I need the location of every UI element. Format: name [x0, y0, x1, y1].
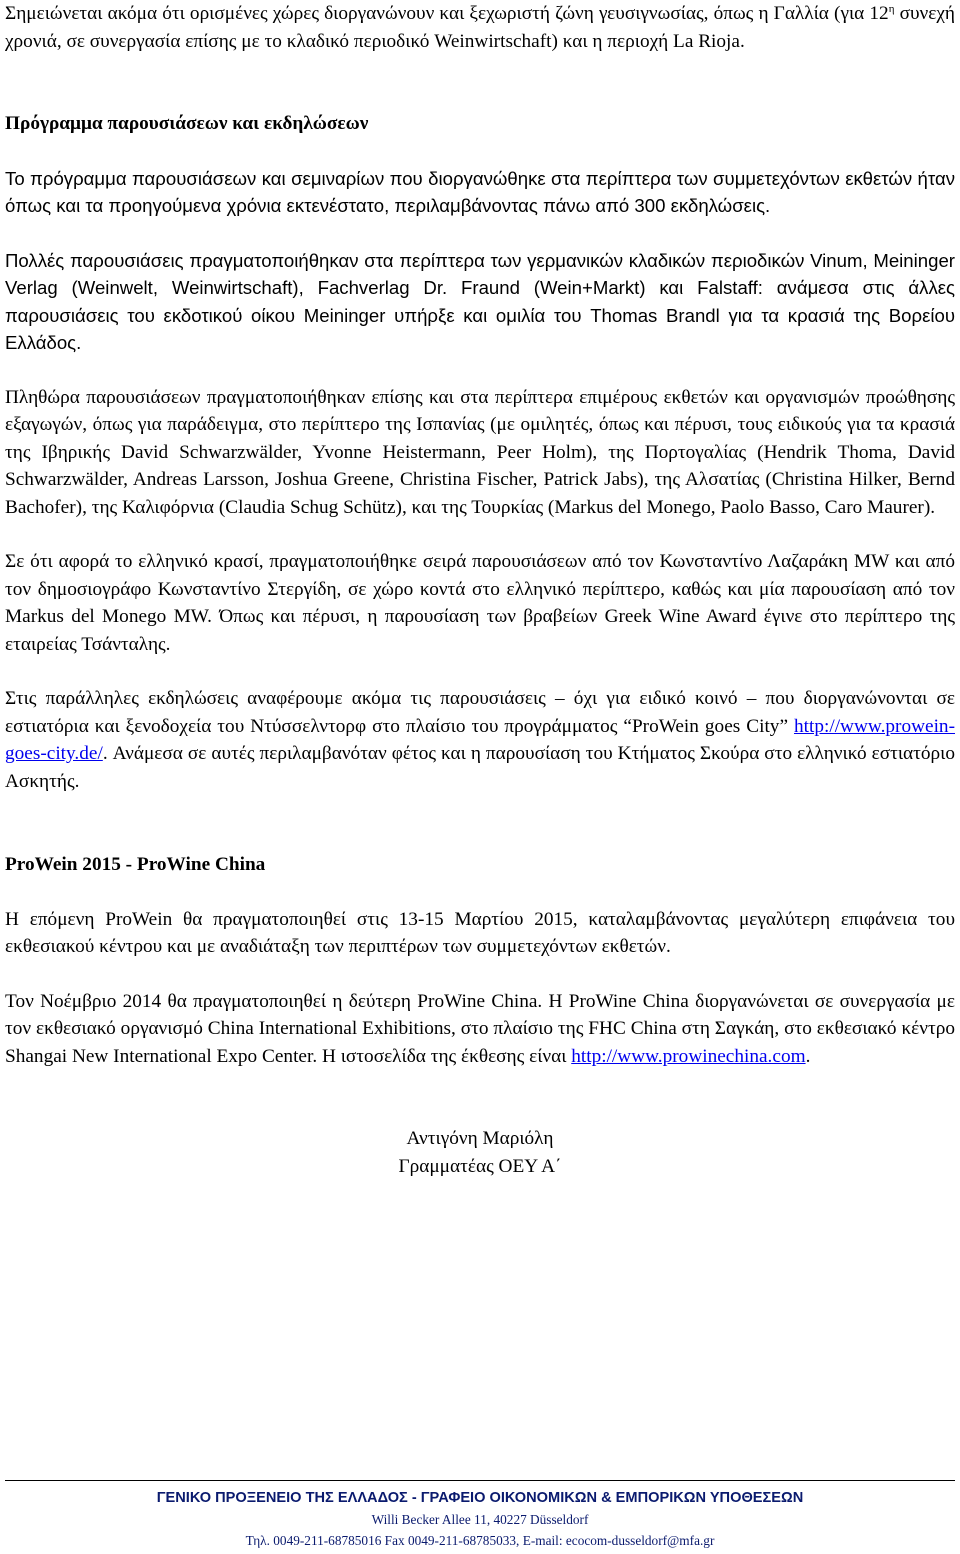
document-page: [5, 0, 955, 1180]
intro-paragraph: [5, 0, 955, 55]
events-paragraph-5-text: Στις παράλληλες εκδηλώσεις αναφέρουμε ακόμα τις παρουσιάσεις – όχι για ειδικό κοινό – που διοργανώνονται σε εστιατόρια και ξενοδοχεία του Ντύσσελντορφ στο πλαίσιο του προγράμματος “ProWein goes City”: [5, 688, 955, 737]
signature-name: Αντιγόνη Μαριόλη: [406, 1128, 554, 1149]
letterhead-footer: [5, 1487, 955, 1551]
intro-text-part2: συνεχή χρονιά, σε συνεργασία επίσης με το κλαδικό περιοδικό Weinwirtschaft) και η περιοχή La Rioja.: [5, 3, 955, 52]
intro-text-part1: Σημειώνεται ακόμα ότι ορισμένες χώρες διοργανώνουν και ξεχωριστή ζώνη γευσιγνωσίας, όπως η Γαλλία (για 12: [5, 3, 889, 24]
intro-superscript: η: [888, 3, 895, 15]
prowein-paragraph-2-tail: .: [805, 1045, 811, 1067]
signature-title: Γραμματέας ΟΕΥ Α΄: [398, 1155, 562, 1177]
prowein-paragraph-2: [5, 988, 955, 1071]
footer-divider: [5, 1480, 955, 1481]
signature-block: [5, 1125, 955, 1180]
events-paragraph-5-tail: . Ανάμεσα σε αυτές περιλαμβανόταν φέτος και η παρουσίαση του Κτήματος Σκούρα στο ελληνικό εστιατόριο Ασκητής.: [5, 743, 955, 792]
section-heading-prowein-2015: ProWein 2015 - ProWine China: [5, 854, 266, 875]
footer-contact: Τηλ. 0049-211-68785016 Fax 0049-211-68785033, E-mail: ecocom-dusseldorf@mfa.gr: [245, 1533, 715, 1548]
prowein-paragraph-1: Η επόμενη ProWein θα πραγματοποιηθεί στις 13-15 Μαρτίου 2015, καταλαμβάνοντας μεγαλύτερη επιφάνεια του εκθεσιακού κέντρου και με αναδιάταξη των περιπτέρων των συμμετεχόντων εκθετών.: [5, 908, 955, 957]
footer-title: ΓΕΝΙΚΟ ΠΡΟΞΕΝΕΙΟ ΤΗΣ ΕΛΛΑΔΟΣ - ΓΡΑΦΕΙΟ ΟΙΚΟΝΟΜΙΚΩΝ & ΕΜΠΟΡΙΚΩΝ ΥΠΟΘΕΣΕΩΝ: [156, 1490, 804, 1506]
footer-address: Willi Becker Allee 11, 40227 Düsseldorf: [371, 1512, 589, 1527]
prowein-paragraph-2-text: Τον Νοέμβριο 2014 θα πραγματοποιηθεί η δεύτερη ProWine China. Η ProWine China διοργανώνεται σε συνεργασία με τον εκθεσιακό οργανισμό China International Exhibitions, στο πλαίσιο της FHC China στη Σαγκάη, στο εκθεσιακό κέντρο Shangai New International Expo Center. Η ιστοσελίδα της έκθεσης είναι: [5, 990, 955, 1067]
events-paragraph-4: Σε ότι αφορά το ελληνικό κρασί, πραγματοποιήθηκε σειρά παρουσιάσεων από τον Κωνσταντίνο Λαζαράκη MW και από τον δημοσιογράφο Κωνσταντίνο Στεργίδη, σε χώρο κοντά στο ελληνικό περίπτερο, καθώς και μία παρουσίαση από τον Markus del Monego MW. Όπως και πέρυσι, η παρουσίαση των βραβείων Greek Wine Award έγινε στο περίπτερο της εταιρείας Τσάνταλης.: [5, 551, 955, 655]
prowinechina-link[interactable]: http://www.prowinechina.com: [571, 1045, 806, 1067]
prowein-goes-city-link[interactable]: http://www.prowein-goes-city.de/: [5, 715, 955, 764]
section-heading-events: Πρόγραμμα παρουσιάσεων και εκδηλώσεων: [5, 113, 369, 134]
events-paragraph-5: [5, 685, 955, 795]
events-paragraph-1: Το πρόγραμμα παρουσιάσεων και σεμιναρίων που διοργανώθηκε στα περίπτερα των συμμετεχόντων εκθετών ήταν όπως και τα προηγούμενα χρόνια εκτενέστατο, περιλαμβάνοντας πάνω από 300 εκδηλώσεις.: [5, 167, 955, 216]
events-paragraph-2: Πολλές παρουσιάσεις πραγματοποιήθηκαν στα περίπτερα των γερμανικών κλαδικών περιοδικών Vinum, Meininger Verlag (Weinwelt, Weinwirtschaft), Fachverlag Dr. Fraund (Wein+Markt) και Falstaff: ανάμεσα στις άλλες παρουσιάσεις του εκδοτικού οίκου Meininger υπήρξε και ομιλία του Thomas Brandl για τα κρασιά της Βορείου Ελλάδος.: [5, 249, 955, 353]
events-paragraph-3: Πληθώρα παρουσιάσεων πραγματοποιήθηκαν επίσης και στα περίπτερα επιμέρους εκθετών και οργανισμών προώθησης εξαγωγών, όπως για παράδειγμα, στο περίπτερο της Ισπανίας (με ομιλητές, όπως και πέρυσι, τους ειδικούς για τα κρασιά της Ιβηρικής David Schwarzwälder, Yvonne Heistermann, Peer Holm), της Πορτογαλίας (Hendrik Thoma, David Schwarzwälder, Andreas Larsson, Joshua Greene, Christina Fischer, Patrick Jabs), της Αλσατίας (Christina Hilker, Bernd Bachofer), της Καλιφόρνια (Claudia Schug Schütz), και της Τουρκίας (Markus del Monego, Paolo Basso, Caro Maurer).: [5, 386, 955, 518]
